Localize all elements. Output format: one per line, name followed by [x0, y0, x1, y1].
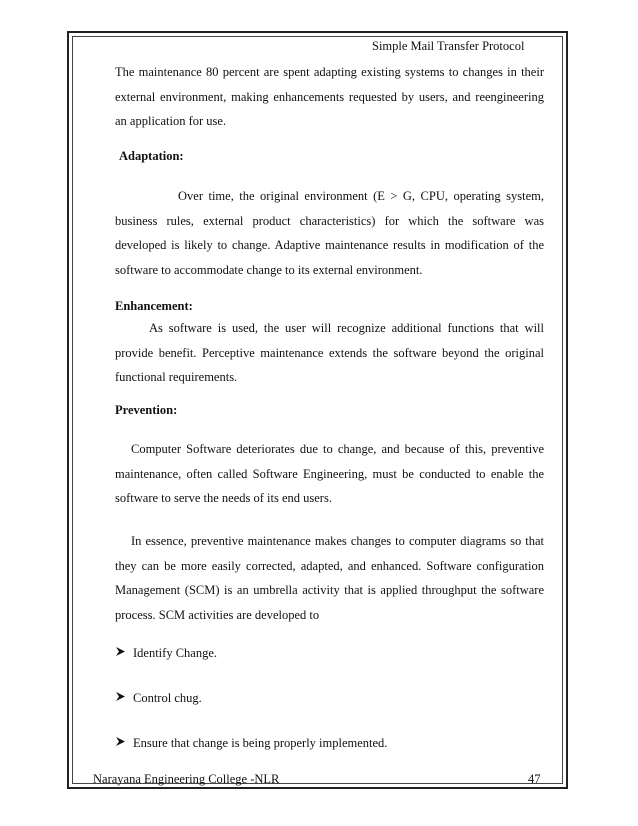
running-header: Simple Mail Transfer Protocol [372, 39, 525, 53]
adaptation-paragraph: Over time, the original environment (E > G, CPU, operating system, business rules, external product characteristics) for which the software was developed is likely to change. Adaptive maintenance results in modification of the software to accommodate change to its external environment. [115, 189, 544, 277]
list-item [115, 646, 217, 661]
adaptation-heading: Adaptation: [119, 149, 184, 163]
enhancement-heading: Enhancement: [115, 299, 193, 313]
list-item-label: Control chug. [133, 691, 202, 705]
arrow-bullet-icon [115, 691, 133, 706]
list-item [115, 691, 202, 706]
list-item-label: Identify Change. [133, 646, 218, 660]
arrow-bullet-icon [115, 736, 133, 751]
arrow-bullet-icon [115, 646, 133, 661]
intro-paragraph: The maintenance 80 percent are spent adapting existing systems to changes in their external environment, making enhancements requested by users, and reengineering an application for use. [115, 65, 544, 128]
prevention-heading: Prevention: [115, 403, 178, 417]
list-item [115, 736, 387, 751]
enhancement-paragraph: As software is used, the user will recognize additional functions that will provide benefit. Perceptive maintenance extends the software beyond the original functional requirements. [115, 321, 544, 384]
essence-paragraph: In essence, preventive maintenance makes changes to computer diagrams so that they can be more easily corrected, adapted, and enhanced. Software configuration Management (SCM) is an umbrella activity that is applied throughput the software process. SCM activities are developed to [115, 534, 544, 622]
page-number: 47 [528, 772, 541, 786]
prevention-paragraph: Computer Software deteriorates due to change, and because of this, preventive maintenance, often called Software Engineering, must be conducted to enable the software to serve the needs of its end users. [115, 442, 544, 505]
footer-institution: Narayana Engineering College -NLR [93, 772, 280, 786]
list-item-label: Ensure that change is being properly implemented. [133, 736, 388, 750]
